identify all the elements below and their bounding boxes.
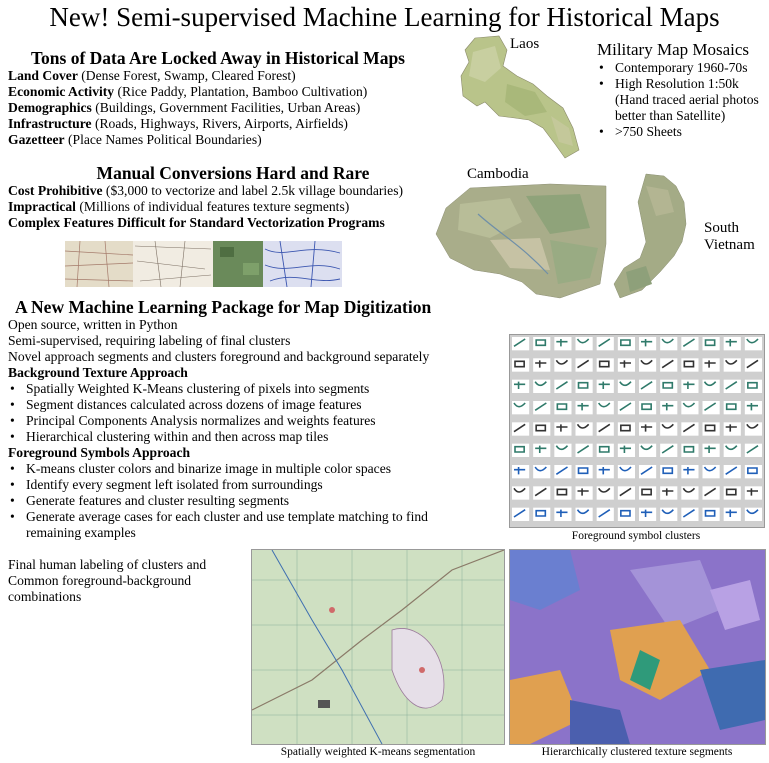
list-item: • >750 Sheets: [597, 124, 767, 140]
section-heading: Tons of Data Are Locked Away in Historical Maps: [30, 48, 405, 68]
section-heading: Manual Conversions Hard and Rare: [96, 163, 370, 183]
term: Land Cover: [8, 68, 78, 83]
list-item: • Hierarchical clustering within and then across map tiles: [8, 429, 478, 445]
term: Complex Features Difficult for Standard Vectorization Programs: [8, 215, 385, 230]
symbol-thumbnail: [745, 444, 762, 457]
symbol-thumbnail: [597, 380, 614, 393]
symbol-thumbnail: [576, 486, 593, 499]
symbol-thumbnail: [618, 444, 635, 457]
list-item: • Generate average cases for each cluster and use template matching to find remaining examples: [8, 509, 456, 541]
symbol-thumbnail: [724, 422, 741, 435]
intro-line: Semi-supervised, requiring labeling of final clusters: [8, 333, 291, 348]
intro-line: Open source, written in Python: [8, 317, 178, 332]
symbol-thumbnail: [533, 358, 550, 371]
symbol-thumbnail: [618, 486, 635, 499]
symbol-thumbnail: [639, 508, 656, 521]
term: Cost Prohibitive: [8, 183, 103, 198]
symbol-thumbnail: [745, 486, 762, 499]
symbol-thumbnail: [554, 508, 571, 521]
symbol-thumbnail: [597, 465, 614, 478]
symbol-thumbnail: [554, 380, 571, 393]
background-list: [8, 381, 478, 445]
symbol-thumbnail: [681, 508, 698, 521]
map-label-south-vietnam: South Vietnam: [704, 220, 755, 253]
term: Demographics: [8, 100, 92, 115]
cambodia-map: [430, 164, 610, 304]
section-locked-data: [8, 48, 428, 148]
symbol-thumbnail: [639, 422, 656, 435]
term: Economic Activity: [8, 84, 115, 99]
list-item: [8, 116, 428, 132]
symbol-thumbnail: [724, 508, 741, 521]
symbol-thumbnail: [703, 444, 720, 457]
list-item: [8, 183, 428, 199]
symbol-thumbnail: [660, 486, 677, 499]
term-description: ($3,000 to vectorize and label 2.5k village boundaries): [102, 183, 404, 198]
map-thumbnail-strip: [65, 241, 342, 287]
list-item: [8, 132, 428, 148]
symbol-thumbnail: [660, 401, 677, 414]
symbol-thumbnail: [745, 358, 762, 371]
term-description: (Millions of individual features texture segments): [75, 199, 350, 214]
symbol-thumbnail: [724, 380, 741, 393]
list-item: [8, 199, 428, 215]
list-item: [8, 68, 428, 84]
symbol-clusters-image: [509, 334, 765, 528]
laos-map: [455, 32, 585, 162]
background-heading: Background Texture Approach: [8, 365, 188, 380]
symbol-thumbnail: [618, 401, 635, 414]
list-item: • Spatially Weighted K-Means clustering of pixels into segments: [8, 381, 478, 397]
foreground-list: [8, 461, 478, 541]
south-vietnam-map: [612, 172, 767, 302]
term-description: (Dense Forest, Swamp, Cleared Forest): [77, 68, 296, 83]
symbol-thumbnail: [512, 465, 529, 478]
section-ml-package: [8, 297, 478, 541]
symbol-thumbnail: [576, 358, 593, 371]
list-item: • Identify every segment left isolated from surroundings: [8, 477, 478, 493]
list-item: • Segment distances calculated across dozens of image features: [8, 397, 478, 413]
symbol-thumbnail: [533, 401, 550, 414]
symbol-thumbnail: [597, 337, 614, 350]
symbol-thumbnail: [597, 422, 614, 435]
symbol-thumbnail: [512, 337, 529, 350]
list-item: • High Resolution 1:50k (Hand traced aerial photos better than Satellite): [597, 76, 765, 124]
map-label-laos: Laos: [510, 36, 540, 52]
symbol-thumbnail: [576, 401, 593, 414]
symbol-thumbnail: [639, 337, 656, 350]
locked-data-list: [8, 68, 428, 148]
list-item: • K-means cluster colors and binarize image in multiple color spaces: [8, 461, 478, 477]
symbol-thumbnail: [745, 401, 762, 414]
intro-line: Novel approach segments and clusters foreground and background separately: [8, 349, 430, 364]
symbol-thumbnail: [681, 337, 698, 350]
symbol-thumbnail: [681, 422, 698, 435]
symbol-thumbnail: [533, 486, 550, 499]
section-manual-conversion: [8, 163, 428, 231]
page-title: New! Semi-supervised Machine Learning for Historical Maps: [49, 2, 720, 32]
term-description: (Place Names Political Boundaries): [64, 132, 262, 147]
term: Gazetteer: [8, 132, 65, 147]
symbol-thumbnail: [554, 465, 571, 478]
caption-kmeans: Spatially weighted K-means segmentation: [280, 746, 476, 758]
symbol-thumbnail: [554, 337, 571, 350]
final-labeling-text: Final human labeling of clusters and Common foreground-background combinations: [8, 557, 207, 604]
term-description: (Buildings, Government Facilities, Urban Areas): [91, 100, 361, 115]
symbol-thumbnail: [639, 465, 656, 478]
military-list: [597, 60, 767, 140]
term-description: (Rice Paddy, Plantation, Bamboo Cultivation): [114, 84, 368, 99]
symbol-thumbnail: [512, 380, 529, 393]
symbol-thumbnail: [639, 380, 656, 393]
manual-conversion-list: [8, 183, 428, 231]
symbol-thumbnail: [660, 444, 677, 457]
symbol-thumbnail: [618, 358, 635, 371]
symbol-thumbnail: [681, 465, 698, 478]
symbol-thumbnail: [576, 444, 593, 457]
symbol-thumbnail: [554, 422, 571, 435]
list-item: • Principal Components Analysis normalizes and weights features: [8, 413, 478, 429]
symbol-thumbnail: [512, 422, 529, 435]
military-heading: Military Map Mosaics: [597, 40, 750, 59]
hierarchical-segments-map: [509, 549, 766, 745]
term-description: (Roads, Highways, Rivers, Airports, Airfields): [91, 116, 348, 131]
symbol-thumbnail: [724, 337, 741, 350]
term: Impractical: [8, 199, 76, 214]
list-item: [8, 215, 428, 231]
term: Infrastructure: [8, 116, 92, 131]
kmeans-segmentation-map: [251, 549, 505, 745]
map-label-cambodia: Cambodia: [467, 166, 529, 182]
list-item: [8, 100, 428, 116]
symbol-thumbnail: [681, 380, 698, 393]
symbol-thumbnail: [703, 358, 720, 371]
military-map-mosaics: [597, 40, 767, 140]
symbol-thumbnail: [660, 358, 677, 371]
symbol-thumbnail: [703, 486, 720, 499]
list-item: [8, 84, 428, 100]
list-item: • Generate features and cluster resulting segments: [8, 493, 478, 509]
section-heading: A New Machine Learning Package for Map Digitization: [15, 297, 432, 317]
symbol-thumbnail: [512, 508, 529, 521]
foreground-heading: Foreground Symbols Approach: [8, 445, 191, 460]
symbol-thumbnail: [597, 508, 614, 521]
symbol-thumbnail: [724, 465, 741, 478]
caption-symbol-clusters: Foreground symbol clusters: [571, 530, 701, 542]
symbol-thumbnail: [533, 444, 550, 457]
caption-hierarchical: Hierarchically clustered texture segments: [541, 746, 733, 758]
list-item: • Contemporary 1960-70s: [597, 60, 767, 76]
symbol-thumbnail: [703, 401, 720, 414]
